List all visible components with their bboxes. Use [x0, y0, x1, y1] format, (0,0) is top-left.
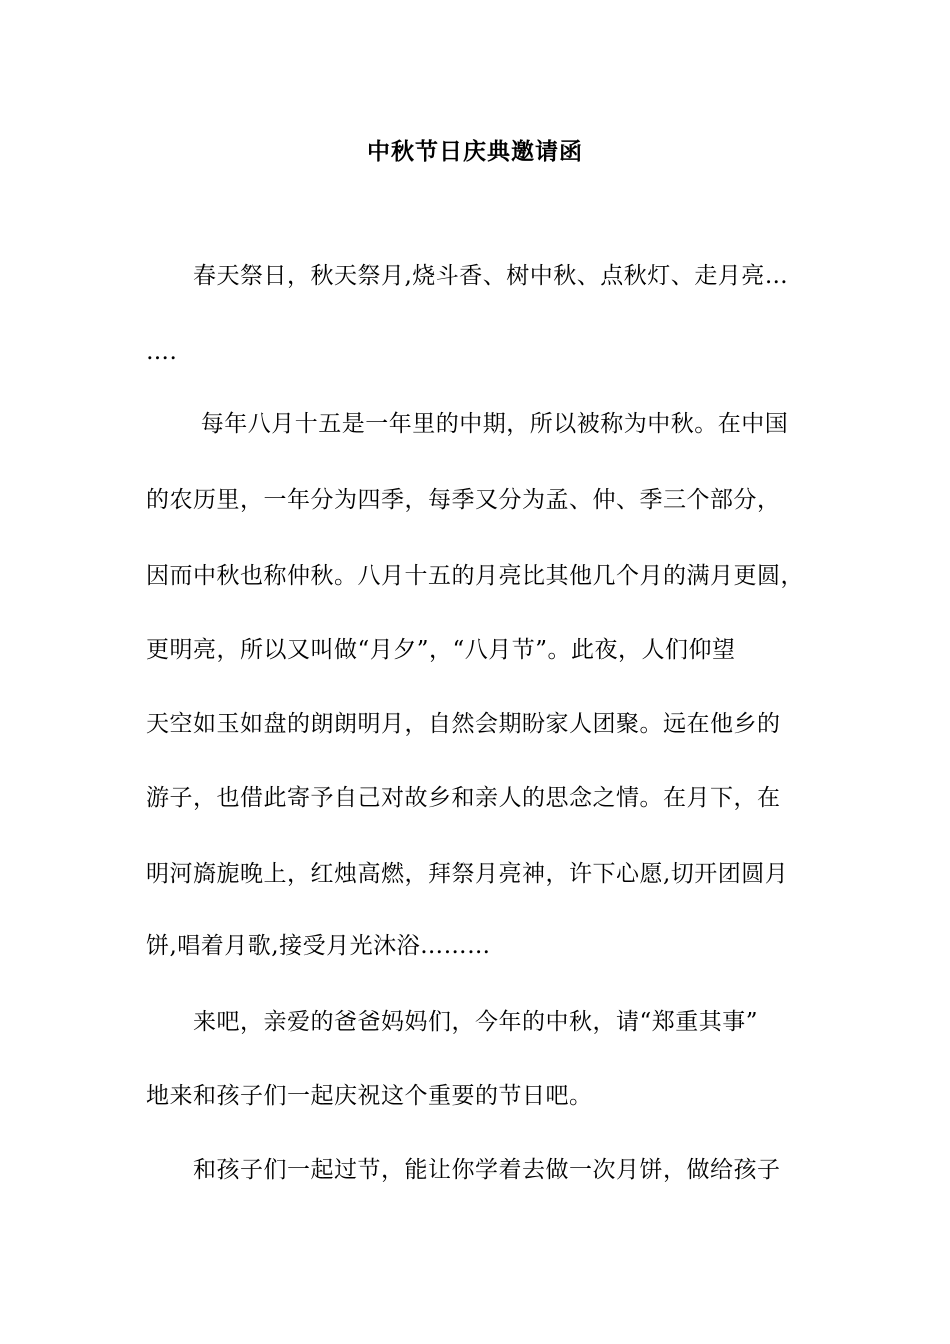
text-line: 的农历里，一年分为四季，每季又分为孟、仲、季三个部分， — [146, 487, 781, 513]
text-line: 来吧，亲爱的爸爸妈妈们，今年的中秋，请“郑重其事” — [146, 1009, 759, 1035]
text-line: 每年八月十五是一年里的中期，所以被称为中秋。在中国 — [146, 411, 789, 437]
text-line: 饼,唱着月歌,接受月光沐浴……… — [146, 933, 491, 959]
text-line: 春天祭日，秋天祭月,烧斗香、树中秋、点秋灯、走月亮… — [146, 263, 789, 289]
text-line: 地来和孩子们一起庆祝这个重要的节日吧。 — [146, 1083, 593, 1109]
text-line: 因而中秋也称仲秋。八月十五的月亮比其他几个月的满月更圆， — [146, 563, 804, 589]
document-title: 中秋节日庆典邀请函 — [367, 138, 583, 165]
text-line: 明河旖旎晚上，红烛高燃，拜祭月亮神，许下心愿,切开团圆月 — [146, 861, 789, 887]
text-line: 天空如玉如盘的朗朗明月，自然会期盼家人团聚。远在他乡的 — [146, 711, 781, 737]
text-line: 游子，也借此寄予自己对故乡和亲人的思念之情。在月下，在 — [146, 785, 781, 811]
text-line: …. — [146, 339, 178, 365]
text-line: 更明亮，所以又叫做“月夕”，“八月节”。此夜，人们仰望 — [146, 637, 736, 663]
text-line: 和孩子们一起过节，能让你学着去做一次月饼，做给孩子 — [146, 1157, 781, 1183]
